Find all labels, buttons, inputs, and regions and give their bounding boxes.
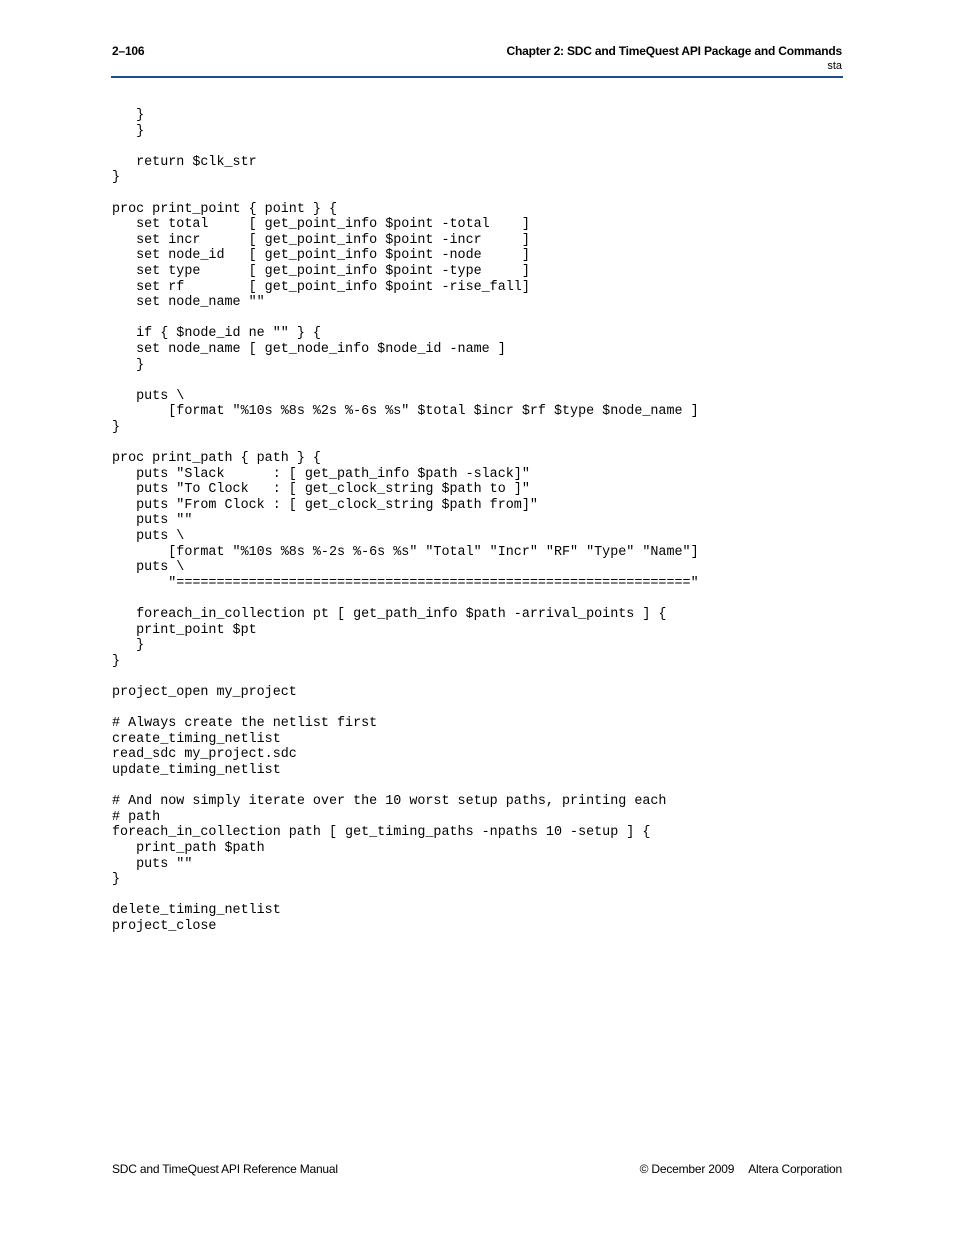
header-rule <box>111 76 843 78</box>
chapter-title: Chapter 2: SDC and TimeQuest API Package and Commands <box>506 44 842 58</box>
code-block: } } return $clk_str } proc print_point { point } { set total [ get_point_info $point -total ] set incr [ get_point_info $point -incr ] set node_id [ get_point_info $point -node ] set type [ get_point_info $point -type ] set rf [ get_point_info $point -rise_fall] set node_name "" if { $node_id ne "" } { set node_name [ get_node_info $node_id -name ] } puts \ [format "%10s %8s %2s %-6s %s" $total $incr $rf $type $node_name ] } proc print_path { path } { puts "Slack : [ get_path_info $path -slack]" puts "To Clock : [ get_clock_string $path to ]" puts "From Clock : [ get_clock_string $path from]" puts "" puts \ [format "%10s %8s %-2s %-6s %s" "Total" "Incr" "RF" "Type" "Name"] puts \ "================================================================" foreach_in_collection pt [ get_path_info $path -arrival_points ] { print_point $pt } } project_open my_project # Always create the netlist first create_timing_netlist read_sdc my_project.sdc update_timing_netlist # And now simply iterate over the 10 worst setup paths, printing each # path foreach_in_collection path [ get_timing_paths -npaths 10 -setup ] { print_path $path puts "" } delete_timing_netlist project_close <box>112 108 699 934</box>
footer-copyright <box>640 1162 842 1176</box>
section-label: sta <box>827 60 842 72</box>
footer-manual-title: SDC and TimeQuest API Reference Manual <box>112 1162 338 1176</box>
footer-date: © December 2009 <box>639 1162 735 1176</box>
page-number: 2–106 <box>112 44 145 58</box>
footer-company: Altera Corporation <box>748 1162 842 1176</box>
